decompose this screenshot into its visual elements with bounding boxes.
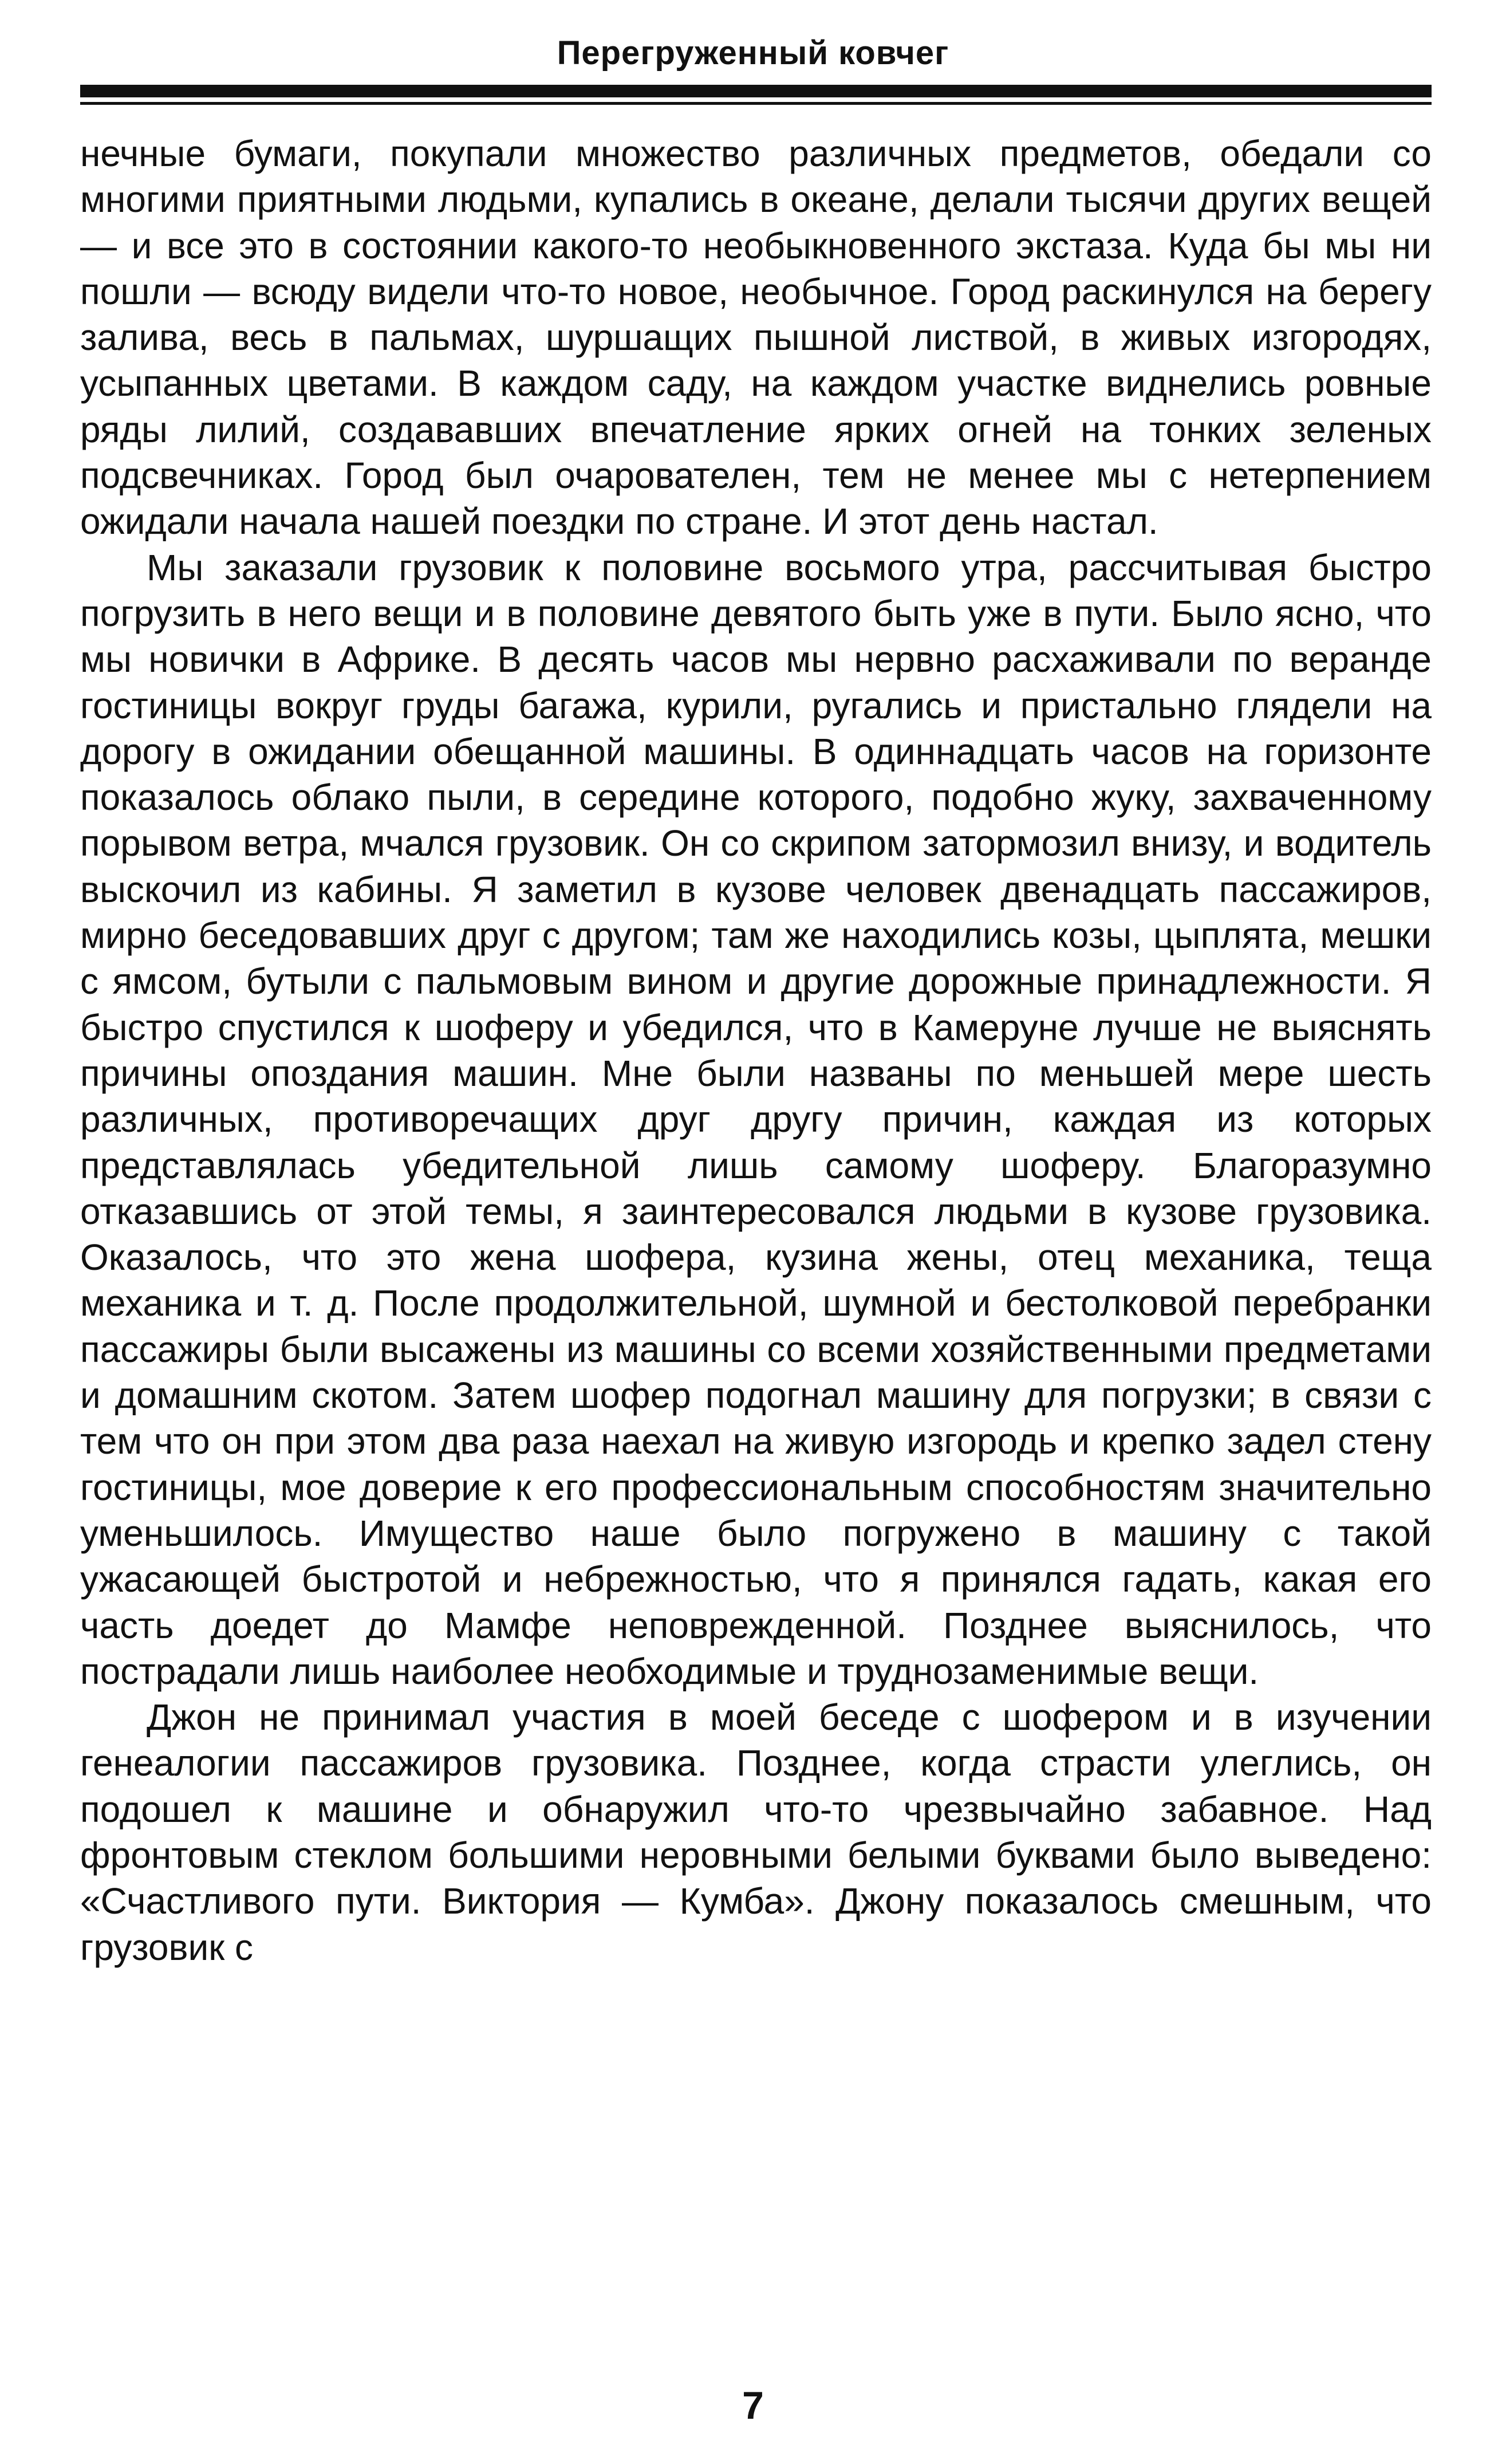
- page-number: 7: [742, 2384, 764, 2427]
- paragraph-continued: нечные бумаги, покупали множество различных предметов, обедали со многими приятными людьми, купались в океане, делали тысячи других вещей — и все это в состоянии какого-то необыкновенного экстаза. Куда бы мы ни пошли — всюду видели что-то новое, необычное. Город раскинулся на берегу залива, весь в пальмах, шуршащих пышной листвой, в живых изгородях, усыпанных цветами. В каждом саду, на каждом участке виднелись ровные ряды лилий, создававших впечатление ярких огней на тонких зеленых подсвечниках. Город был очарователен, тем не менее мы с нетерпением ожидали начала нашей поездки по стране. И этот день настал.: [80, 133, 1432, 542]
- header-rule-thick: [80, 85, 1432, 97]
- header-rule-thin: [80, 102, 1432, 105]
- paragraph: Джон не принимал участия в моей беседе с шофером и в изучении генеалогии пассажиров грузовика. Позднее, когда страсти улеглись, он подошел к машине и обнаружил что-то чрезвычайно забавное. Над фронтовым стеклом большими неровными белыми буквами было выведено: «Счастливого пути. Виктория — Кумба». Джону показалось смешным, что грузовик с: [80, 1697, 1432, 1968]
- body-text: [80, 131, 1432, 1970]
- running-head: Перегруженный ковчег: [557, 34, 949, 72]
- paragraph: Мы заказали грузовик к половине восьмого утра, рассчитывая быстро погрузить в него вещи и в половине девятого быть уже в пути. Было ясно, что мы новички в Африке. В десять часов мы нервно расхаживали по веранде гостиницы вокруг груды багажа, курили, ругались и пристально глядели на дорогу в ожидании обещанной машины. В одиннадцать часов на горизонте показалось облако пыли, в середине которого, подобно жуку, захваченному порывом ветра, мчался грузовик. Он со скрипом затормозил внизу, и водитель выскочил из кабины. Я заметил в кузове человек двенадцать пассажиров, мирно беседовавших друг с другом; там же находились козы, цыплята, мешки с ямсом, бутыли с пальмовым вином и другие дорожные принадлежности. Я быстро спустился к шоферу и убедился, что в Камеруне лучше не выяснять причины опоздания машин. Мне были названы по меньшей мере шесть различных, противоречащих друг другу причин, каждая из которых представлялась убедительной лишь самому шоферу. Благоразумно отказавшись от этой темы, я заинтересовался людьми в кузове грузовика. Оказалось, что это жена шофера, кузина жены, отец механика, теща механика и т. д. После продолжительной, шумной и бестолковой перебранки пассажиры были высажены из машины со всеми хозяйственными предметами и домашним скотом. Затем шофер подогнал машину для погрузки; в связи с тем что он при этом два раза наехал на живую изгородь и крепко задел стену гостиницы, мое доверие к его профессиональным способностям значительно уменьшилось. Имущество наше было погружено в машину с такой ужасающей быстротой и небрежностью, что я принялся гадать, какая его часть доедет до Мамфе неповрежденной. Позднее выяснилось, что пострадали лишь наиболее необходимые и труднозаменимые вещи.: [80, 546, 1432, 1692]
